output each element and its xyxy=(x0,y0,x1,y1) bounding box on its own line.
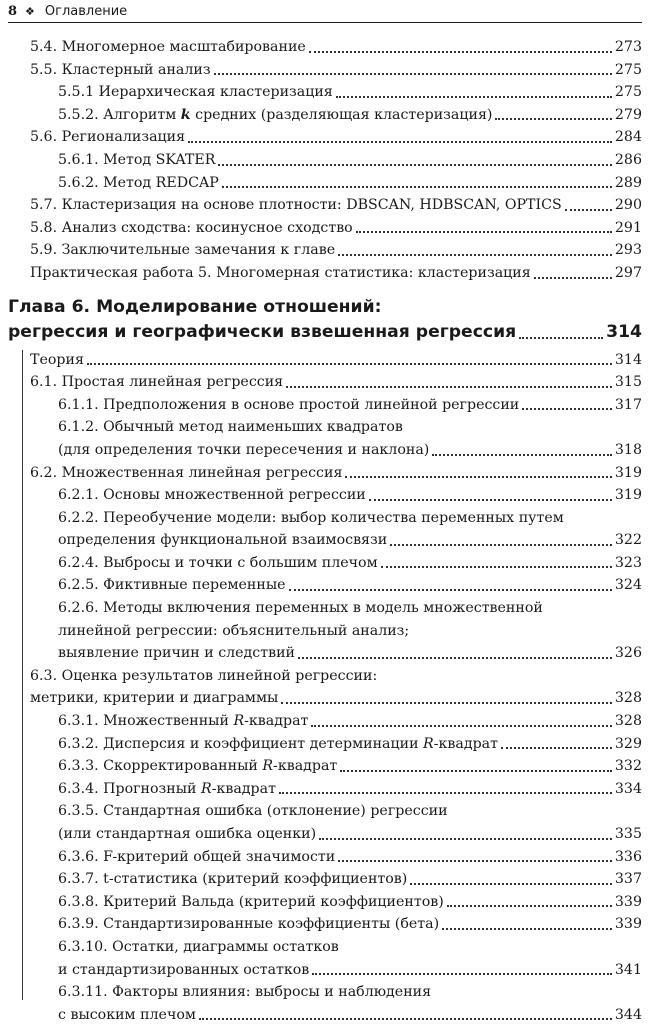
ornament-icon: ❖ xyxy=(25,4,35,18)
toc-entry-6-3-1[interactable]: 6.3.1. Множественный R-квадрат 328 xyxy=(58,713,642,730)
chapter-title-line1: Глава 6. Моделирование отношений: xyxy=(8,296,382,317)
header-title: Оглавление xyxy=(44,3,128,19)
toc-entry-5-5[interactable]: 5.5. Кластерный анализ 275 xyxy=(30,61,642,78)
toc-entry-6-3-10[interactable]: 6.3.10. Остатки, диаграммы остатков и стандартизированных остатков 341 xyxy=(58,938,642,978)
toc-entry-6-3-4[interactable]: 6.3.4. Прогнозный R-квадрат 334 xyxy=(58,780,642,797)
toc-entry-6-2-2[interactable]: 6.2.2. Переобучение модели: выбор количества переменных путем определения функциональной взаимосвязи 322 xyxy=(58,509,642,549)
running-header xyxy=(8,0,642,23)
toc-entry-6-1-1[interactable]: 6.1.1. Предположения в основе простой линейной регрессии 317 xyxy=(58,396,642,413)
toc-entry-5-7[interactable]: 5.7. Кластеризация на основе плотности: DBSCAN, HDBSCAN, OPTICS 290 xyxy=(30,197,642,214)
toc-entry-5-8[interactable]: 5.8. Анализ сходства: косинусное сходство 291 xyxy=(30,219,642,236)
toc-entry-6-3-8[interactable]: 6.3.8. Критерий Вальда (критерий коэффициентов) 339 xyxy=(58,893,642,910)
toc-entry-6-3-2[interactable]: 6.3.2. Дисперсия и коэффициент детерминации R-квадрат 329 xyxy=(58,735,642,752)
toc-entry-5-9[interactable]: 5.9. Заключительные замечания к главе 293 xyxy=(30,242,642,259)
toc-entry-5-6-1[interactable]: 5.6.1. Метод SKATER 286 xyxy=(58,151,642,168)
toc-entry-5-5-1[interactable]: 5.5.1 Иерархическая кластеризация 275 xyxy=(58,84,642,101)
toc-entry-6-2-6[interactable]: 6.2.6. Методы включения переменных в модель множественной линейной регрессии: объяснительный анализ; выявление причин и следствий 326 xyxy=(58,600,642,662)
toc-entry-6-2-1[interactable]: 6.2.1. Основы множественной регрессии 319 xyxy=(58,487,642,504)
table-of-contents xyxy=(8,36,642,1026)
toc-entry-theory[interactable]: Теория 314 xyxy=(30,351,642,368)
chapter-page: 314 xyxy=(606,321,642,342)
toc-entry-5-6-2[interactable]: 5.6.2. Метод REDCAP 289 xyxy=(58,174,642,191)
toc-entry-6-3-6[interactable]: 6.3.6. F-критерий общей значимости 336 xyxy=(58,848,642,865)
toc-entry-6-2-4[interactable]: 6.2.4. Выбросы и точки с большим плечом 323 xyxy=(58,554,642,571)
page-number: 8 xyxy=(8,3,18,19)
toc-entry-6-2-5[interactable]: 6.2.5. Фиктивные переменные 324 xyxy=(58,577,642,594)
toc-entry-6-3-3[interactable]: 6.3.3. Скорректированный R-квадрат 332 xyxy=(58,758,642,775)
toc-entry-6-2[interactable]: 6.2. Множественная линейная регрессия 319 xyxy=(30,464,642,481)
toc-entry-practice-5[interactable]: Практическая работа 5. Многомерная статистика: кластеризация 297 xyxy=(30,264,642,281)
chapter-rule xyxy=(22,350,23,1000)
chapter-title-line2: регрессия и географически взвешенная регрессия xyxy=(8,321,517,342)
toc-entry-6-1[interactable]: 6.1. Простая линейная регрессия 315 xyxy=(30,374,642,391)
toc-entry-6-3-7[interactable]: 6.3.7. t-статистика (критерий коэффициентов) 337 xyxy=(58,871,642,888)
toc-entry-6-1-2[interactable]: 6.1.2. Обычный метод наименьших квадратов (для определения точки пересечения и наклона) 318 xyxy=(58,419,642,458)
toc-entry-5-5-2[interactable]: 5.5.2. Алгоритм k средних (разделяющая кластеризация) 279 xyxy=(58,106,642,123)
chapter-6-heading[interactable] xyxy=(8,295,642,345)
toc-entry-6-3[interactable]: 6.3. Оценка результатов линейной регрессии: метрики, критерии и диаграммы 328 xyxy=(30,667,642,707)
toc-entry-5-6[interactable]: 5.6. Регионализация 284 xyxy=(30,129,642,146)
toc-entry-6-3-5[interactable]: 6.3.5. Стандартная ошибка (отклонение) регрессии (или стандартная ошибка оценки) 335 xyxy=(58,803,642,842)
toc-entry-6-3-9[interactable]: 6.3.9. Стандартизированные коэффициенты (бета) 339 xyxy=(58,916,642,933)
toc-entry-5-4[interactable]: 5.4. Многомерное масштабирование 273 xyxy=(30,39,642,55)
toc-entry-6-3-11[interactable]: 6.3.11. Факторы влияния: выбросы и наблюдения с высоким плечом 344 xyxy=(58,984,642,1023)
